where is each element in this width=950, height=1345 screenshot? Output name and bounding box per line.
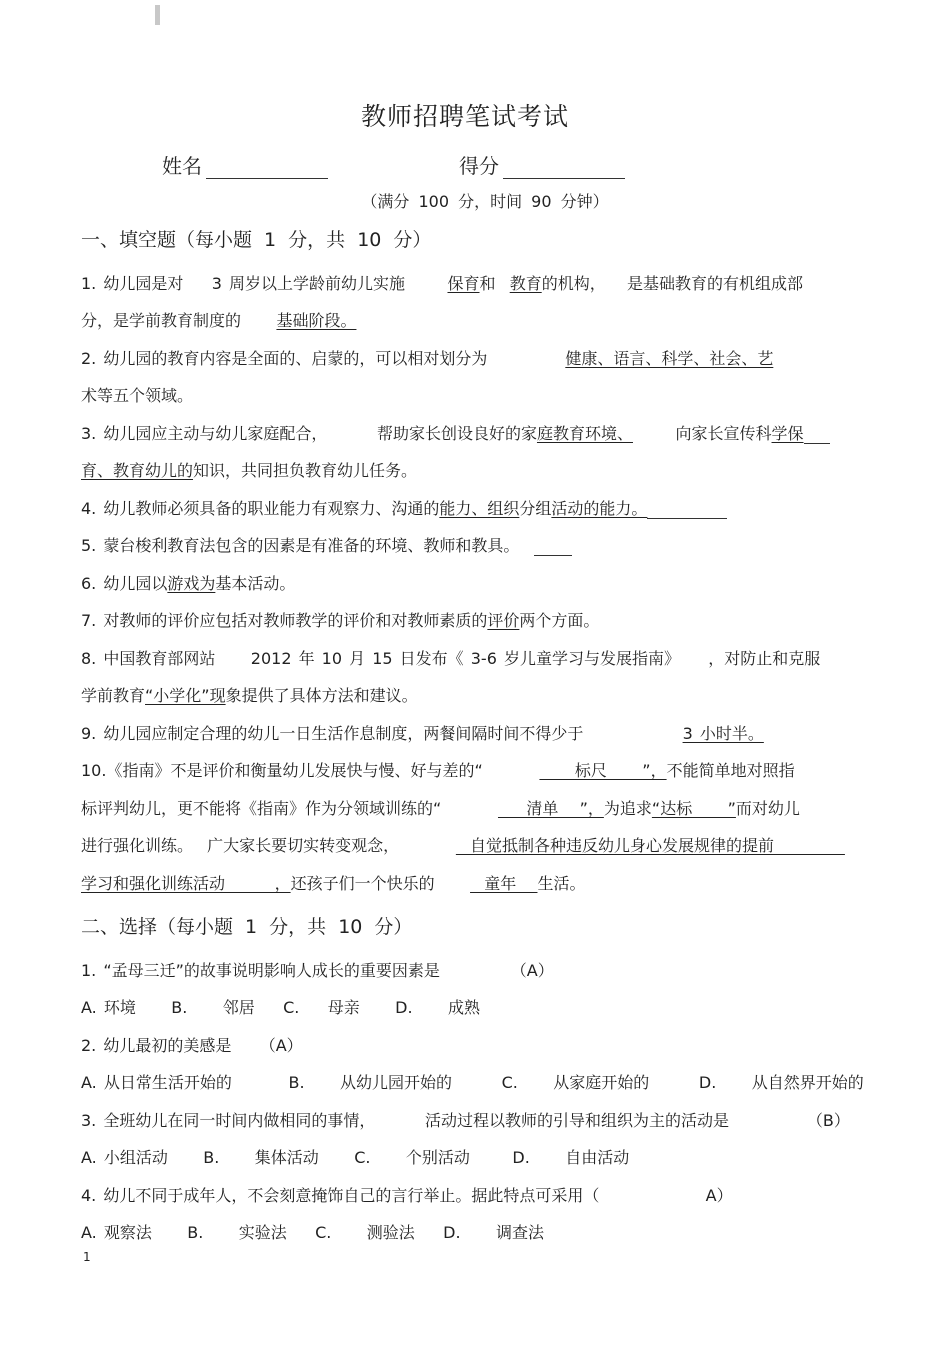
q2-answer: 健康、语言、科学、社会、艺 <box>565 349 774 368</box>
q10-text-6: 进行强化训练。 广大家长要切实转变观念， <box>81 836 456 855</box>
q8-answer: “小学化”现 <box>145 686 226 705</box>
q3-text-2: 向家长宣传科 <box>632 424 772 443</box>
q8-text-2: 学前教育 <box>81 686 146 705</box>
mc-q2: 2. 幼儿最初的美感是 （A） <box>81 1036 303 1055</box>
section-1-heading: 一、填空题（每小题 1 分，共 10 分） <box>81 229 432 251</box>
q10-text-5: 而对幼儿 <box>735 799 800 818</box>
q2-text-2: 术等五个领域。 <box>81 386 194 405</box>
q2-line-1 <box>81 346 773 369</box>
q7-text-2: 两个方面。 <box>519 611 600 630</box>
q1-text: 1. 幼儿园是对 3 周岁以上学龄前幼儿实施 <box>81 274 448 293</box>
name-blank <box>206 158 328 179</box>
page-title: 教师招聘笔试考试 <box>360 102 569 131</box>
score-field <box>459 150 625 179</box>
q1-line-1 <box>81 271 803 294</box>
q10-answer-1: 标尺 ”， <box>539 761 667 780</box>
q9-text: 9. 幼儿园应制定合理的幼儿一日生活作息制度，两餐间隔时间不得少于 <box>81 724 683 743</box>
q4-answer-1: 能力、组织 <box>439 499 520 518</box>
mc-q1: 1. “孟母三迁”的故事说明影响人成长的重要因素是 （A） <box>81 961 554 980</box>
q10-text-7: 还孩子们一个快乐的 <box>290 874 471 893</box>
q10-text: 10.《指南》不是评价和衡量幼儿发展快与慢、好与差的“ <box>81 761 540 780</box>
q9-line <box>81 721 764 744</box>
q1-line-2 <box>81 308 356 331</box>
q6-text: 6. 幼儿园以 <box>81 574 168 593</box>
q7-answer: 评价 <box>487 611 520 630</box>
q5-blank <box>534 539 572 556</box>
q10-line-4 <box>81 871 586 894</box>
q4-line <box>81 496 727 519</box>
q4-text-2: 分组 <box>519 499 552 518</box>
q4-answer-2: 活动的能力。 <box>551 499 648 518</box>
q6-answer: 游戏为 <box>167 574 216 593</box>
scan-mark <box>155 5 160 25</box>
q10-answer-3: “达标 ” <box>651 799 736 818</box>
q10-line-2 <box>81 796 800 819</box>
mc-q3: 3. 全班幼儿在同一时间内做相同的事情， 活动过程以教师的引导和组织为主的活动是 （B） <box>81 1111 850 1130</box>
q10-text-3: 标评判幼儿，更不能将《指南》作为分领域训练的“ <box>81 799 498 818</box>
name-label: 姓名 <box>162 154 202 178</box>
q1-answer-2: 教育 <box>509 274 542 293</box>
q2-text: 2. 幼儿园的教育内容是全面的、启蒙的，可以相对划分为 <box>81 349 566 368</box>
q7-line <box>81 608 599 631</box>
q3-line-1 <box>81 421 830 444</box>
q3-answer-1: 庭教育环境、 <box>536 424 633 443</box>
name-field <box>162 150 328 179</box>
mc-q4: 4. 幼儿不同于成年人，不会刻意掩饰自己的言行举止。据此特点可采用（ A） <box>81 1186 733 1205</box>
q10-text-2: 不能简单地对照指 <box>666 761 795 780</box>
q8-line-1 <box>81 646 820 669</box>
q3-blank <box>804 427 830 444</box>
q1-text-2: 和 <box>479 274 510 293</box>
q2-line-2 <box>81 383 193 406</box>
q10-line-1 <box>81 758 795 781</box>
q3-text: 3. 幼儿园应主动与幼儿家庭配合， 帮助家长创设良好的家 <box>81 424 537 443</box>
mc-q2-options: A. 从日常生活开始的 B. 从幼儿园开始的 C. 从家庭开始的 D. 从自然界开始的 <box>81 1073 864 1092</box>
q8-line-2 <box>81 683 418 706</box>
q3-text-3: 知识，共同担负教育幼儿任务。 <box>193 461 418 480</box>
q1-answer-3: 基础阶段。 <box>276 311 357 330</box>
q9-answer: 3 小时半。 <box>682 724 764 743</box>
q5-text: 5. 蒙台梭利教育法包含的因素是有准备的环境、教师和教具。 <box>81 536 520 555</box>
q7-text: 7. 对教师的评价应包括对教师教学的评价和对教师素质的 <box>81 611 488 630</box>
q10-answer-6: 童年 <box>470 874 538 893</box>
mc-q4-options: A. 观察法 B. 实验法 C. 测验法 D. 调查法 <box>81 1223 544 1242</box>
page-number: 1 <box>83 1250 91 1264</box>
score-label: 得分 <box>459 154 499 178</box>
mc-q3-options: A. 小组活动 B. 集体活动 C. 个别活动 D. 自由活动 <box>81 1148 630 1167</box>
q3-answer-2: 学保 <box>771 424 804 443</box>
q5-line <box>81 533 572 556</box>
section-2-heading: 二、选择（每小题 1 分，共 10 分） <box>81 916 413 938</box>
q10-answer-4: 自觉抵制各种违反幼儿身心发展规律的提前 <box>455 836 845 855</box>
q6-text-2: 基本活动。 <box>215 574 296 593</box>
q10-answer-2: 清单 ”， <box>497 799 604 818</box>
q1-text-3: 的机构， 是基础教育的有机组成部 <box>541 274 803 293</box>
q1-answer-1: 保育 <box>447 274 480 293</box>
q4-text: 4. 幼儿教师必须具备的职业能力有观察力、沟通的 <box>81 499 440 518</box>
score-blank <box>503 158 625 179</box>
q8-text: 8. 中国教育部网站 2012 年 10 月 15 日发布《 3-6 岁儿童学习与发展指南》 ，对防止和克服 <box>81 649 821 668</box>
mc-q1-options: A. 环境 B. 邻居 C. 母亲 D. 成熟 <box>81 998 480 1017</box>
q10-text-8: 生活。 <box>537 874 586 893</box>
q10-answer-5: 学习和强化训练活动 ， <box>81 874 291 893</box>
exam-info: （满分 100 分，时间 90 分钟） <box>361 192 609 211</box>
q3-answer-3: 育、教育幼儿的 <box>81 461 194 480</box>
q8-text-3: 象提供了具体方法和建议。 <box>225 686 418 705</box>
q1-text-4: 分，是学前教育制度的 <box>81 311 277 330</box>
q10-line-3 <box>81 833 845 856</box>
q6-line <box>81 571 295 594</box>
q3-line-2 <box>81 458 417 481</box>
q4-blank <box>647 502 727 519</box>
q10-text-4: 为追求 <box>603 799 652 818</box>
